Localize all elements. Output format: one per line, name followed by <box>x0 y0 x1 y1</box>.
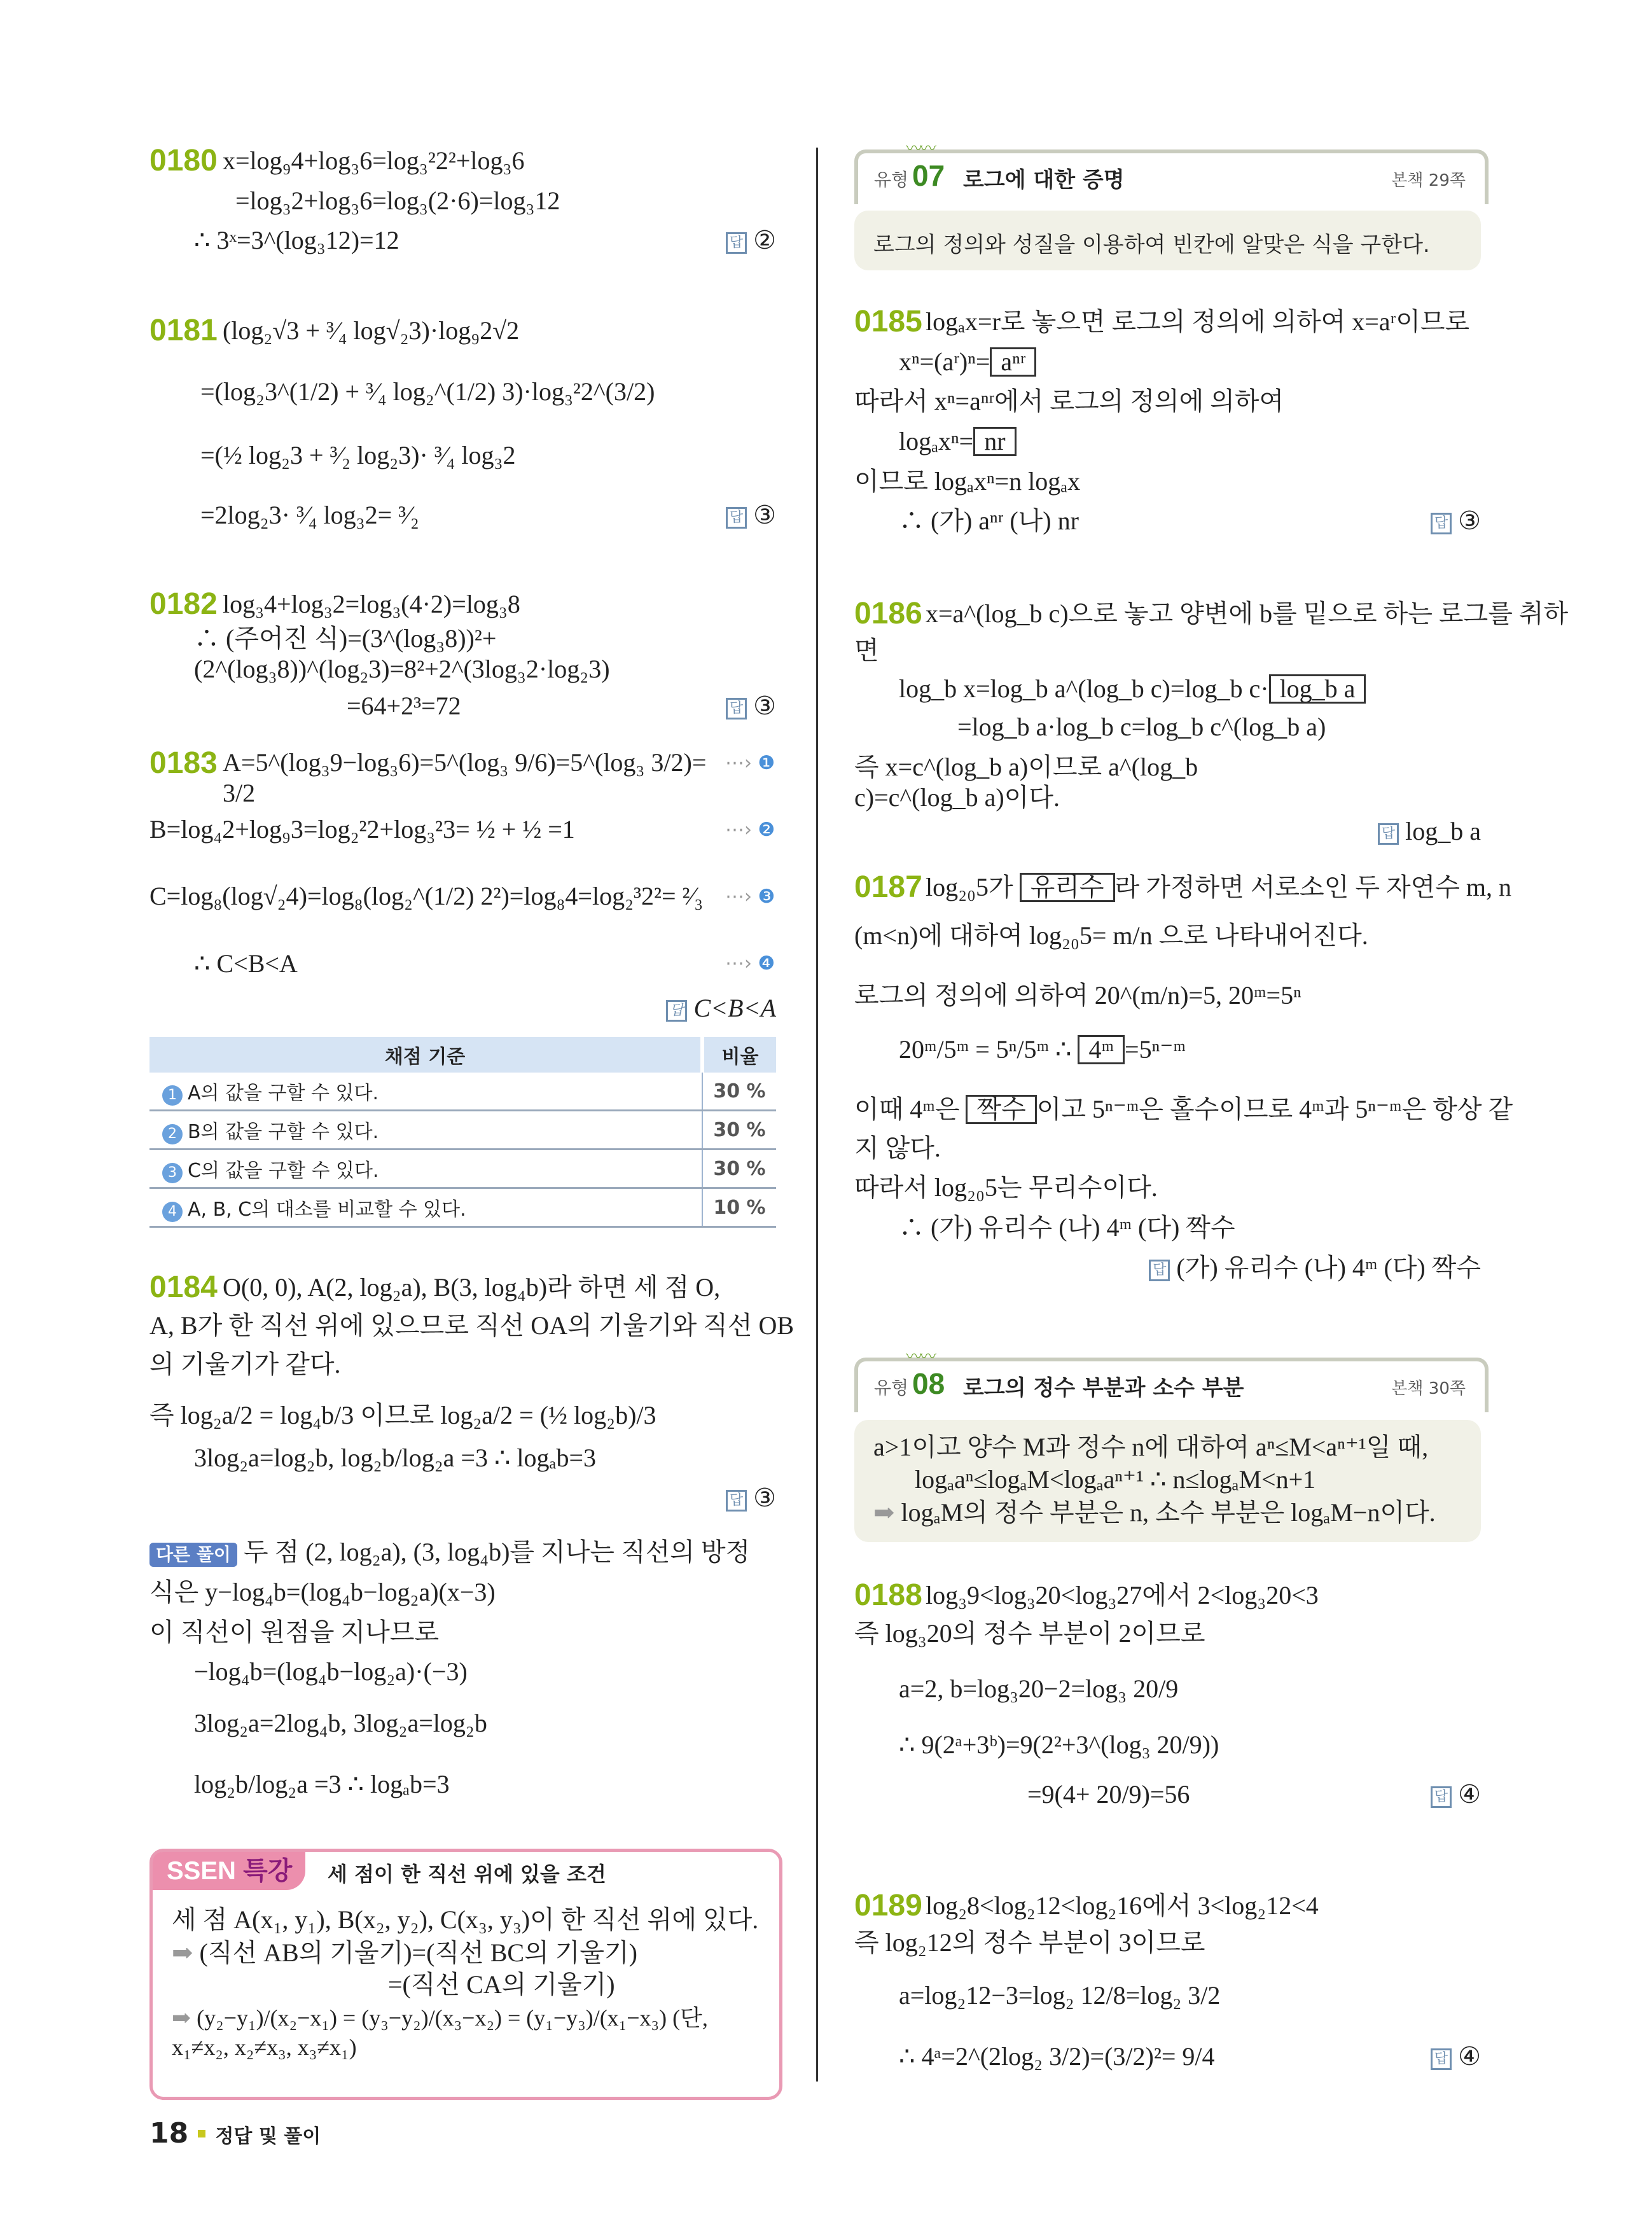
solution-line: =(log₂3^(1/2) + ³⁄₄ log₂^(1/2) 3)·log₃²2^(3/2) <box>200 377 655 406</box>
answer-icon: 답 <box>1149 1260 1170 1281</box>
solution-line: 식은 y−log₄b=(log₄b−log₂a)(x−3) <box>149 1578 496 1606</box>
problem-number: 0189 <box>854 1889 922 1922</box>
solution-line: =64+2³=72 <box>347 692 461 720</box>
criteria-text: A의 값을 구할 수 있다. <box>188 1081 379 1104</box>
solution-line: ∴ C<B<A <box>194 949 298 978</box>
solution-line: C=log₈(log√₂4)=log₈(log₂^(1/2) 2²)=log₈4=log₂³2²= ²⁄₃ <box>149 882 704 910</box>
problem-number: 0188 <box>854 1578 922 1612</box>
zigzag-icon: 〰〰 <box>906 1347 934 1366</box>
solution-line: 이므로 logₐxⁿ=n logₐx <box>854 467 1081 496</box>
solution-line: A, B가 한 직선 위에 있으므로 직선 OA의 기울기와 직선 OB <box>149 1311 795 1340</box>
answer-value: (가) 유리수 (나) 4ᵐ (다) 짝수 <box>1176 1253 1481 1282</box>
step-circle-icon: 2 <box>162 1124 183 1144</box>
answer <box>726 1482 776 1514</box>
solution-line: ∴ (주어진 식)=(3^(log₃8))²+(2^(log₃8))^(log₂3)=8²+2^(3log₃2·log₂3) <box>194 624 610 683</box>
step-marker-4: ⋯› ❹ <box>725 952 775 975</box>
solution-line: 이 직선이 원점을 지나므로 <box>149 1618 440 1646</box>
solution-line: log₂b/log₂a =3 ∴ logₐb=3 <box>194 1770 450 1798</box>
type-07-header: 〰〰 유형 07 로그에 대한 증명 본책 29쪽 <box>854 149 1489 204</box>
answer <box>726 225 776 256</box>
type-08-description: a>1이고 양수 M과 정수 n에 대하여 aⁿ≤M<aⁿ⁺¹일 때, logₐaⁿ≤logₐM<logₐaⁿ⁺¹ ∴ n≤logₐM<n+1 ➡ logₐM의 정수 부분은 n, 소수 부분은 logₐM−n이다. <box>854 1420 1481 1542</box>
answer <box>1431 505 1481 537</box>
answer <box>666 992 776 1024</box>
type-07-description: 로그의 정의와 성질을 이용하여 빈칸에 알맞은 식을 구한다. <box>854 211 1481 270</box>
footer-label: 정답 및 풀이 <box>215 2125 321 2148</box>
column-divider <box>816 148 818 2082</box>
problem-number: 0187 <box>854 870 922 904</box>
step-circle-icon: 3 <box>162 1163 183 1183</box>
solution-line: =log₃2+log₃6=log₃(2·6)=log₃12 <box>235 186 560 215</box>
tip-line: 세 점 A(x₁, y₁), B(x₂, y₂), C(x₃, y₃)이 한 직선 위에 있다. <box>172 1905 759 1934</box>
tip-line: =(직선 CA의 기울기) <box>388 1970 615 1999</box>
answer-value: log_b a <box>1405 817 1481 845</box>
step-marker-2: ⋯› ❷ <box>725 819 775 841</box>
solution-line: 즉 x=c^(log_b a)이므로 a^(log_b c)=c^(log_b a)이다. <box>854 753 1198 812</box>
solution-line: log₃4+log₃2=log₃(4·2)=log₃8 <box>223 590 520 618</box>
solution-line: ∴ 4ᵃ=2^(2log₂ 3/2)=(3/2)²= 9/4 <box>899 2042 1215 2071</box>
criteria-text: B의 값을 구할 수 있다. <box>188 1120 379 1143</box>
solution-line: 지 않다. <box>854 1134 941 1162</box>
answer-icon: 답 <box>726 698 747 719</box>
solution-line: ∴ (가) aⁿʳ (나) nr <box>899 506 1079 535</box>
solution-line: log₂8<log₂12<log₂16에서 3<log₂12<4 <box>926 1891 1319 1920</box>
problem-number: 0180 <box>149 144 218 177</box>
ssen-tip-box <box>149 1849 782 2100</box>
answer-icon: 답 <box>1431 1786 1452 1808</box>
solution-line: −log₄b=(log₄b−log₂a)·(−3) <box>194 1657 468 1686</box>
answer-value: ② <box>753 226 776 254</box>
table-row <box>149 1150 776 1188</box>
solution-line: 다른 풀이 두 점 (2, log₂a), (3, log₄b)를 지나는 직선의 방정 <box>149 1536 750 1568</box>
answer <box>1378 816 1481 847</box>
table-row <box>149 1111 776 1150</box>
solution-line: 로그의 정의에 의하여 20^(m/n)=5, 20ᵐ=5ⁿ <box>854 981 1301 1010</box>
solution-line: a=log₂12−3=log₂ 12/8=log₂ 3/2 <box>899 1981 1221 2010</box>
ratio: 10 % <box>702 1188 776 1227</box>
answer-value: ④ <box>1458 2042 1481 2071</box>
step-circle-icon: 4 <box>162 1202 183 1222</box>
answer-value: ③ <box>753 501 776 529</box>
answer-value: ④ <box>1458 1780 1481 1809</box>
solution-line: log_b x=log_b a^(log_b c)=log_b c· log_b a <box>899 673 1366 705</box>
ratio: 30 % <box>702 1150 776 1188</box>
solution-line: ∴ (가) 유리수 (나) 4ᵐ (다) 짝수 <box>899 1213 1235 1242</box>
blank-box: nr <box>973 427 1016 456</box>
answer-icon: 답 <box>1431 513 1452 534</box>
page-number: 18 <box>149 2117 189 2150</box>
solution-line: ∴ 9(2ᵃ+3ᵇ)=9(2²+3^(log₃ 20/9)) <box>899 1730 1219 1759</box>
table-row <box>149 1188 776 1227</box>
tip-line: ➡ (직선 AB의 기울기)=(직선 BC의 기울기) <box>172 1938 637 1967</box>
solution-line: xⁿ=(aʳ)ⁿ= aⁿʳ <box>899 346 1036 378</box>
answer-icon: 답 <box>1378 823 1399 845</box>
answer-icon: 답 <box>666 1000 687 1022</box>
solution-line: 이때 4ᵐ은 짝수 이고 5ⁿ⁻ᵐ은 홀수이므로 4ᵐ과 5ⁿ⁻ᵐ은 항상 같 <box>854 1095 1513 1123</box>
alt-solution-badge: 다른 풀이 <box>149 1543 237 1567</box>
problem-number: 0186 <box>854 597 922 630</box>
solution-line: O(0, 0), A(2, log₂a), B(3, log₄b)라 하면 세 점 O, <box>223 1273 721 1302</box>
answer-icon: 답 <box>1431 2048 1452 2070</box>
criteria-text: C의 값을 구할 수 있다. <box>188 1159 379 1182</box>
blank-box: 4ᵐ <box>1078 1035 1125 1064</box>
problem-number: 0185 <box>854 305 922 338</box>
solution-line: =log_b a·log_b c=log_b c^(log_b a) <box>957 712 1326 741</box>
arrow-icon: ➡ <box>873 1498 895 1527</box>
ssen-badge: SSEN 특강 <box>153 1852 305 1890</box>
grading-header-ratio: 비율 <box>702 1037 776 1073</box>
solution-line: 20ᵐ/5ᵐ = 5ⁿ/5ᵐ ∴ 4ᵐ =5ⁿ⁻ᵐ <box>899 1035 1186 1064</box>
answer-value: C<B<A <box>693 994 776 1022</box>
ratio: 30 % <box>702 1073 776 1111</box>
answer-icon: 답 <box>726 232 747 254</box>
page-footer <box>149 2117 321 2150</box>
blank-box: aⁿʳ <box>990 347 1036 377</box>
solution-line: logₐxⁿ= nr <box>899 426 1017 457</box>
arrow-icon: ➡ <box>172 2005 191 2031</box>
problem-number: 0182 <box>149 587 218 621</box>
answer <box>1149 1252 1481 1284</box>
solution-line: x=log₉4+log₃6=log₃²2²+log₃6 <box>223 146 525 175</box>
tip-line: ➡ (y₂−y₁)/(x₂−x₁) = (y₃−y₂)/(x₃−x₂) = (y₁−y₃)/(x₁−x₃) (단, x₁≠x₂, x₂≠x₃, x₃≠x₁) <box>172 2005 708 2060</box>
solution-line: log₂₀5가 유리수 라 가정하면 서로소인 두 자연수 m, n <box>926 873 1512 901</box>
solution-line: =2log₂3· ³⁄₄ log₃2= ³⁄₂ <box>200 501 419 529</box>
step-marker-1: ⋯› ❶ <box>725 752 775 774</box>
solution-line: a=2, b=log₃20−2=log₃ 20/9 <box>899 1674 1179 1703</box>
solution-line: 3log₂a=2log₄b, 3log₂a=log₂b <box>194 1709 487 1737</box>
criteria-text: A, B, C의 대소를 비교할 수 있다. <box>188 1198 466 1221</box>
solution-line: B=log₄2+log₉3=log₂²2+log₃²3= ½ + ½ =1 <box>149 815 575 844</box>
blank-box: 유리수 <box>1020 873 1115 902</box>
solution-line: (log₂√3 + ³⁄₄ log√₂3)·log₉2√2 <box>223 316 520 345</box>
solution-line: 즉 log₂a/2 = log₄b/3 이므로 log₂a/2 = (½ log₂b)/3 <box>149 1401 656 1429</box>
solution-line: A=5^(log₃9−log₃6)=5^(log₃ 9/6)=5^(log₃ 3/2)= 3/2 <box>223 748 707 807</box>
solution-line: 면 <box>854 636 879 665</box>
table-row <box>149 1073 776 1111</box>
ratio: 30 % <box>702 1111 776 1150</box>
type-08-header: 〰〰 유형 08 로그의 정수 부분과 소수 부분 본책 30쪽 <box>854 1358 1489 1412</box>
arrow-icon: ➡ <box>172 1938 193 1967</box>
grading-header-criteria: 채점 기준 <box>149 1037 702 1073</box>
answer <box>1431 2041 1481 2073</box>
answer-icon: 답 <box>726 1490 747 1512</box>
solution-line: logₐx=r로 놓으면 로그의 정의에 의하여 x=aʳ이므로 <box>926 307 1470 336</box>
solution-line: ∴ 3ˣ=3^(log₃12)=12 <box>194 226 399 254</box>
grading-table <box>149 1037 776 1228</box>
solution-line: 따라서 log₂₀5는 무리수이다. <box>854 1173 1158 1202</box>
solution-line: 따라서 xⁿ=aⁿʳ에서 로그의 정의에 의하여 <box>854 387 1284 415</box>
answer-icon: 답 <box>726 507 747 529</box>
answer <box>1431 1779 1481 1811</box>
problem-number: 0184 <box>149 1270 218 1304</box>
problem-number: 0183 <box>149 746 218 780</box>
ssen-title: 세 점이 한 직선 위에 있을 조건 <box>328 1862 606 1886</box>
answer-value: ③ <box>1458 506 1481 535</box>
step-circle-icon: 1 <box>162 1085 183 1106</box>
solution-line: 즉 log₃20의 정수 부분이 2이므로 <box>854 1619 1205 1648</box>
solution-line: =9(4+ 20/9)=56 <box>1027 1780 1190 1809</box>
solution-line: x=a^(log_b c)으로 놓고 양변에 b를 밑으로 하는 로그를 취하 <box>926 599 1569 628</box>
answer <box>726 499 776 531</box>
answer-value: ③ <box>753 1484 776 1512</box>
zigzag-icon: 〰〰 <box>906 139 934 158</box>
blank-box: 짝수 <box>966 1095 1036 1124</box>
step-marker-3: ⋯› ❸ <box>725 886 775 908</box>
answer-value: ③ <box>753 692 776 720</box>
solution-line: 3log₂a=log₂b, log₂b/log₂a =3 ∴ logₐb=3 <box>194 1443 597 1472</box>
problem-number: 0181 <box>149 314 218 347</box>
solution-line: log₃9<log₃20<log₃27에서 2<log₃20<3 <box>926 1581 1319 1609</box>
solution-line: 즉 log₂12의 정수 부분이 3이므로 <box>854 1928 1205 1957</box>
solution-line: (m<n)에 대하여 log₂₀5= m/n 으로 나타내어진다. <box>854 921 1368 950</box>
solution-line: =(½ log₂3 + ³⁄₂ log₂3)· ³⁄₄ log₃2 <box>200 441 516 469</box>
blank-box: log_b a <box>1269 674 1366 704</box>
answer <box>726 690 776 722</box>
solution-line: 의 기울기가 같다. <box>149 1350 341 1379</box>
